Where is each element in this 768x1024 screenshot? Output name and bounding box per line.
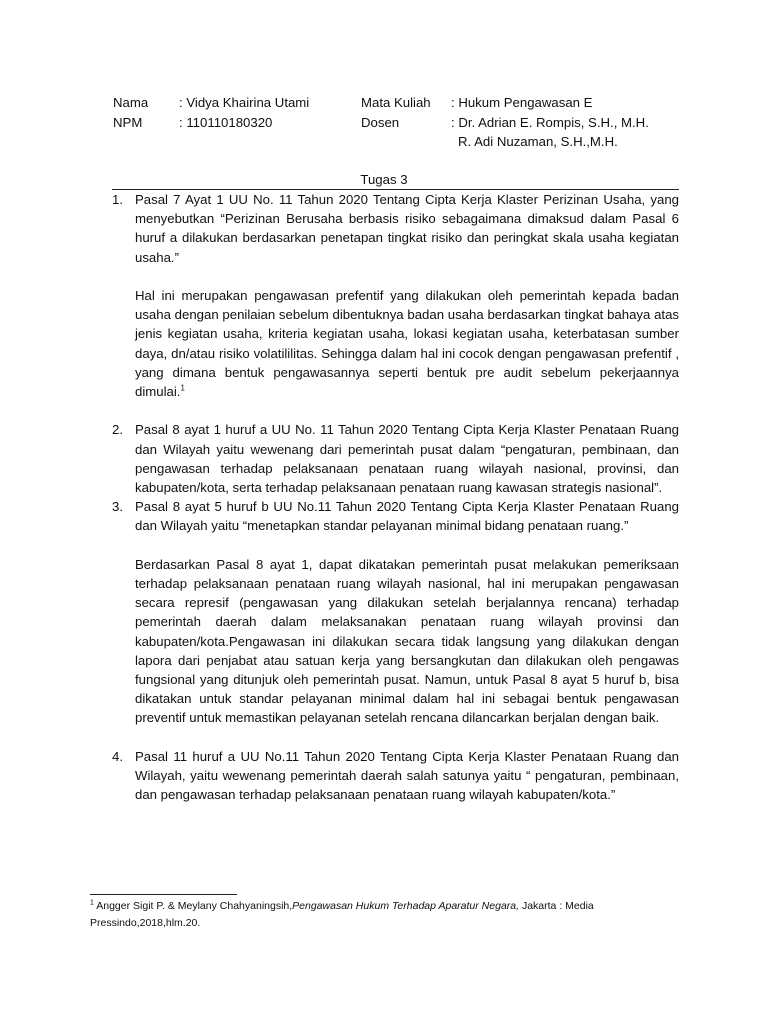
course-value: : Hukum Pengawasan E: [451, 95, 593, 110]
footnote-authors: Angger Sigit P. & Meylany Chahyaningsih,: [93, 900, 293, 912]
list-item-4: [112, 747, 679, 805]
item-number: 2.: [112, 422, 123, 438]
footnote-publisher: Jakarta : Media Pressindo,2018,hlm.20.: [90, 900, 594, 929]
item-number: 3.: [112, 499, 123, 515]
student-header: [113, 93, 673, 152]
item-3-quote: Pasal 8 ayat 5 huruf b UU No.11 Tahun 2020 Tentang Cipta Kerja Klaster Penataan Ruang dan Wilayah yaitu “menetapkan standar pelayanan minimal bidang penataan ruang.”: [135, 499, 679, 534]
item-number: 4.: [112, 748, 123, 764]
header-row-1: [113, 93, 673, 113]
list-item-2: [112, 420, 679, 497]
name-value: : Vidya Khairina Utami: [179, 95, 310, 110]
footnote-book-title: Pengawasan Hukum Terhadap Aparatur Negara,: [292, 900, 520, 912]
item-1-quote: Pasal 7 Ayat 1 UU No. 11 Tahun 2020 Tentang Cipta Kerja Klaster Perizinan Usaha, yang menyebutkan “Perizinan Berusaha berbasis risiko sebagaimana dimaksud dalam Pasal 6 huruf a dilakukan berdasarkan penetapan tingkat risiko dan peringkat skala usaha kegiatan usaha.”: [135, 192, 679, 265]
item-3-analysis: Berdasarkan Pasal 8 ayat 1, dapat dikatakan pemerintah pusat melakukan pemeriksaan terhadap pelaksanaan penataan ruang wilayah nasional, hal ini merupakan pengawasan secara represif (pengawasan yang dilakukan setelah berjalannya rencana) terhadap pemerintah daerah dalam melaksanakan penataan ruang wilayah provinsi dan kabupaten/kota.Pengawasan ini dilakukan secara tidak langsung yang dilakukan dengan lapora dari penjabat atau satuan kerja yang bersangkutan dan dilakukan oleh pengawas fungsional yang ditunjuk oleh pemerintah pusat. Namun, untuk Pasal 8 ayat 5 huruf b, bisa dikatakan untuk standar pelayanan minimal dalam hal ini sebagai bentuk pengawasan preventif untuk memastikan pelayanan setelah rencana dilancarkan berjalan dengan baik.: [135, 556, 679, 726]
item-2-quote: Pasal 8 ayat 1 huruf a UU No. 11 Tahun 2020 Tentang Cipta Kerja Klaster Penataan Ruang dan Wilayah yaitu wewenang dari pemerintah pusat dalam “pengaturan, pembinaan, dan pengawasan terhadap pelaksanaan penataan ruang wilayah nasional, provinsi, dan kabupaten/kota, serta terhadap pelaksanaan penataan ruang kawasan strategis nasional”.: [135, 422, 679, 496]
item-1-analysis: [135, 286, 679, 401]
item-4-quote: Pasal 11 huruf a UU No.11 Tahun 2020 Tentang Cipta Kerja Klaster Penataan Ruang dan Wilayah, yaitu wewenang pemerintah daerah salah satunya yaitu “ pengaturan, pembinaan, dan pengawasan terhadap pelaksanaan penataan ruang wilayah kabupaten/kota.”: [135, 748, 679, 803]
lecturer-value-1: : Dr. Adrian E. Rompis, S.H., M.H.: [451, 114, 649, 130]
footnote-ref[interactable]: 1: [180, 383, 185, 393]
list-item-1: [112, 190, 679, 401]
item-1-analysis-text: Hal ini merupakan pengawasan prefentif yang dilakukan oleh pemerintah kepada badan usaha dengan penilaian sebelum dibentuknya badan usaha berdasarkan tingkat bahaya atas jenis kegiatan usaha, kriteria kegiatan usaha, lokasi kegiatan usaha, keterbatasan sumber daya, dn/atau risiko volatililitas. Sehingga dalam hal ini cocok dengan pengawasan prefentif , yang dimana bentuk pengawasannya seperti bentuk pre audit sebelum pekerjaannya dimulai.: [135, 288, 679, 400]
item-number: 1.: [112, 192, 123, 207]
course-label: Mata Kuliah: [361, 95, 431, 110]
assignment-title: Tugas 3: [360, 172, 408, 187]
assignment-body: [112, 190, 679, 804]
header-row-3: [113, 132, 673, 152]
npm-label: NPM: [113, 114, 143, 130]
name-label: Nama: [113, 95, 149, 110]
header-row-2: [113, 113, 673, 133]
npm-value: : 110110180320: [179, 114, 273, 130]
footnote-divider: [90, 894, 237, 895]
lecturer-label: Dosen: [361, 114, 400, 130]
list-item-3: [112, 497, 679, 727]
footnote-marker: 1: [90, 899, 94, 907]
footnote: [90, 898, 680, 932]
lecturer-value-2: R. Adi Nuzaman, S.H.,M.H.: [458, 134, 618, 149]
